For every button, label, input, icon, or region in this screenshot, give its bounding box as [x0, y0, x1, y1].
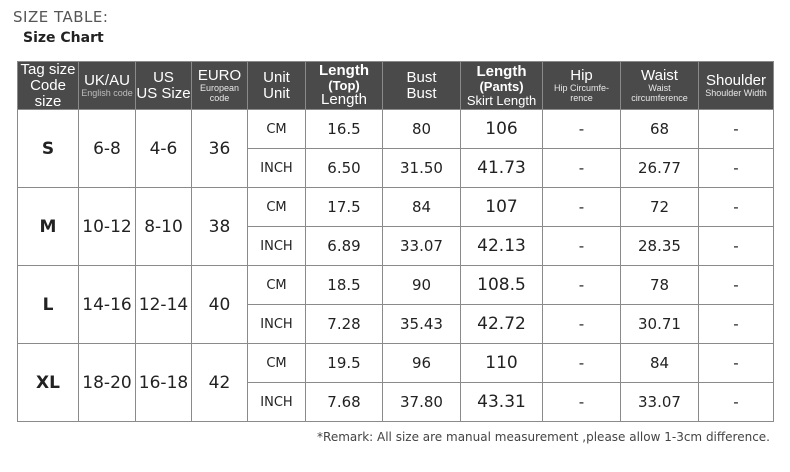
unit-cell: CM — [248, 188, 306, 227]
col-header-uk-au: UK/AU English code — [79, 62, 136, 110]
length-pants-cell: 43.31 — [461, 383, 543, 422]
waist-cell: 26.77 — [621, 149, 699, 188]
waist-cell: 28.35 — [621, 227, 699, 266]
col-header-length-top: Length (Top) Length — [306, 62, 383, 110]
waist-cell: 30.71 — [621, 305, 699, 344]
bust-cell: 90 — [383, 266, 461, 305]
col-header-hip: Hip Hip Circumfe-rence — [543, 62, 621, 110]
bust-cell: 84 — [383, 188, 461, 227]
tag-size-cell: XL — [18, 344, 79, 422]
bust-cell: 35.43 — [383, 305, 461, 344]
length-top-cell: 7.28 — [306, 305, 383, 344]
col-header-shoulder: Shoulder Shoulder Width — [699, 62, 774, 110]
shoulder-cell: - — [699, 266, 774, 305]
hip-cell: - — [543, 305, 621, 344]
hip-cell: - — [543, 110, 621, 149]
length-pants-cell: 108.5 — [461, 266, 543, 305]
unit-cell: INCH — [248, 383, 306, 422]
hip-cell: - — [543, 188, 621, 227]
length-top-cell: 18.5 — [306, 266, 383, 305]
waist-cell: 84 — [621, 344, 699, 383]
waist-cell: 33.07 — [621, 383, 699, 422]
shoulder-cell: - — [699, 344, 774, 383]
bust-cell: 37.80 — [383, 383, 461, 422]
hip-cell: - — [543, 344, 621, 383]
col-header-tag-size: Tag size Code size — [18, 62, 79, 110]
waist-cell: 78 — [621, 266, 699, 305]
length-top-cell: 7.68 — [306, 383, 383, 422]
length-pants-cell: 41.73 — [461, 149, 543, 188]
unit-cell: CM — [248, 266, 306, 305]
length-pants-cell: 42.13 — [461, 227, 543, 266]
shoulder-cell: - — [699, 305, 774, 344]
length-pants-cell: 107 — [461, 188, 543, 227]
tag-size-cell: S — [18, 110, 79, 188]
bust-cell: 96 — [383, 344, 461, 383]
size-chart-table — [17, 61, 774, 422]
tag-size-cell: M — [18, 188, 79, 266]
waist-cell: 72 — [621, 188, 699, 227]
length-top-cell: 16.5 — [306, 110, 383, 149]
hip-cell: - — [543, 227, 621, 266]
tag-size-cell: L — [18, 266, 79, 344]
length-top-cell: 17.5 — [306, 188, 383, 227]
hip-cell: - — [543, 266, 621, 305]
uk-size-cell: 6-8 — [79, 110, 136, 188]
table-row — [18, 266, 774, 305]
table-row — [18, 188, 774, 227]
unit-cell: INCH — [248, 149, 306, 188]
bust-cell: 33.07 — [383, 227, 461, 266]
length-top-cell: 6.50 — [306, 149, 383, 188]
shoulder-cell: - — [699, 110, 774, 149]
uk-size-cell: 10-12 — [79, 188, 136, 266]
us-size-cell: 4-6 — [136, 110, 192, 188]
euro-size-cell: 38 — [192, 188, 248, 266]
us-size-cell: 12-14 — [136, 266, 192, 344]
hip-cell: - — [543, 383, 621, 422]
size-chart-title: Size Chart — [23, 30, 104, 46]
length-pants-cell: 42.72 — [461, 305, 543, 344]
us-size-cell: 16-18 — [136, 344, 192, 422]
uk-size-cell: 18-20 — [79, 344, 136, 422]
size-table-heading: SIZE TABLE: — [13, 8, 109, 26]
euro-size-cell: 42 — [192, 344, 248, 422]
uk-size-cell: 14-16 — [79, 266, 136, 344]
header-row — [18, 62, 774, 110]
shoulder-cell: - — [699, 149, 774, 188]
col-header-length-pants: Length (Pants) Skirt Length — [461, 62, 543, 110]
shoulder-cell: - — [699, 227, 774, 266]
length-pants-cell: 106 — [461, 110, 543, 149]
euro-size-cell: 36 — [192, 110, 248, 188]
length-top-cell: 19.5 — [306, 344, 383, 383]
remark-note: *Remark: All size are manual measurement ,please allow 1-3cm difference. — [317, 430, 770, 444]
hip-cell: - — [543, 149, 621, 188]
euro-size-cell: 40 — [192, 266, 248, 344]
col-header-bust: Bust Bust — [383, 62, 461, 110]
length-pants-cell: 110 — [461, 344, 543, 383]
col-header-waist: Waist Waist circumference — [621, 62, 699, 110]
shoulder-cell: - — [699, 188, 774, 227]
us-size-cell: 8-10 — [136, 188, 192, 266]
table-row — [18, 110, 774, 149]
bust-cell: 80 — [383, 110, 461, 149]
col-header-euro: EURO European code — [192, 62, 248, 110]
unit-cell: CM — [248, 110, 306, 149]
col-header-us: US US Size — [136, 62, 192, 110]
unit-cell: INCH — [248, 227, 306, 266]
unit-cell: INCH — [248, 305, 306, 344]
length-top-cell: 6.89 — [306, 227, 383, 266]
waist-cell: 68 — [621, 110, 699, 149]
col-header-unit: Unit Unit — [248, 62, 306, 110]
bust-cell: 31.50 — [383, 149, 461, 188]
shoulder-cell: - — [699, 383, 774, 422]
unit-cell: CM — [248, 344, 306, 383]
table-row — [18, 344, 774, 383]
